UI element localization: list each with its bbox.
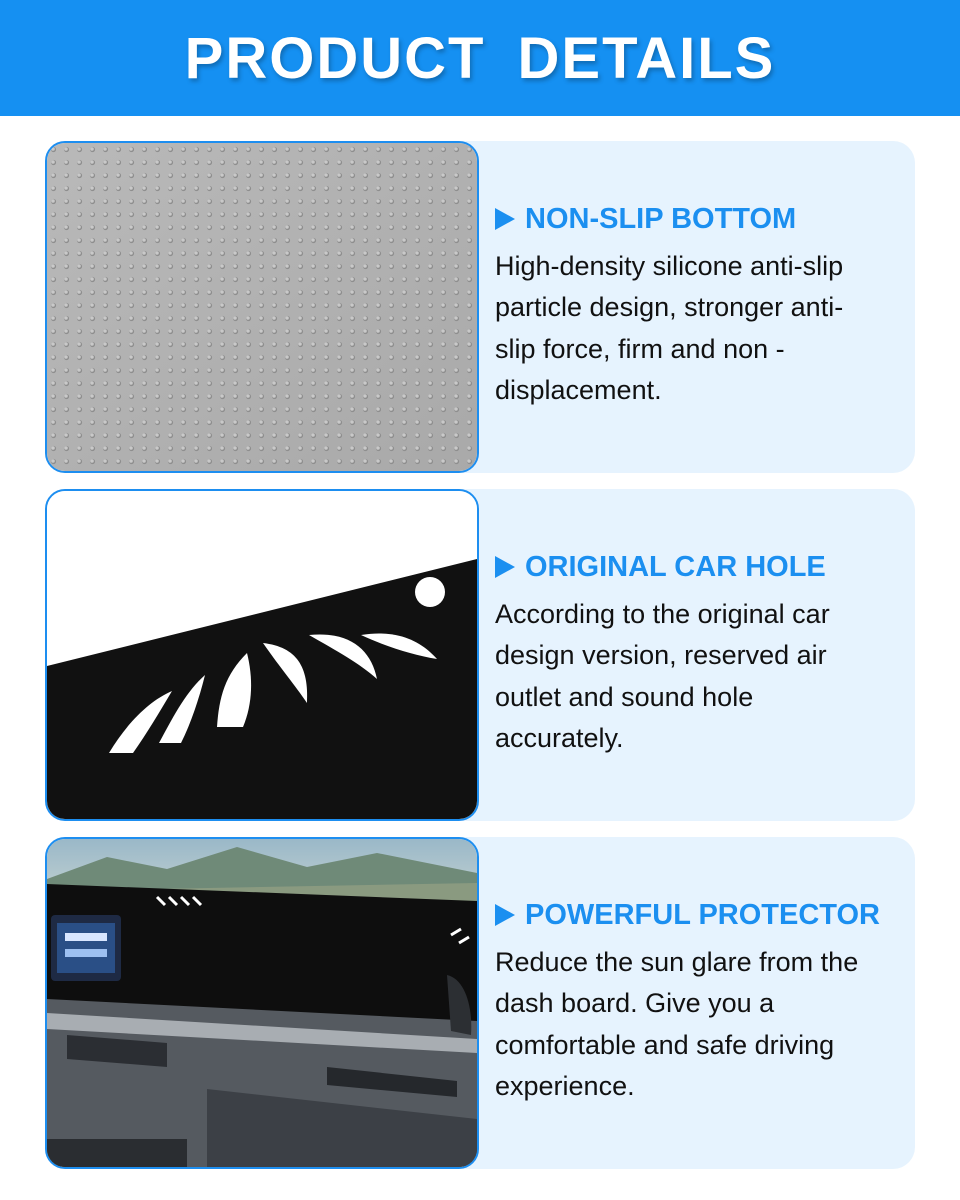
feature-description: According to the original car design version, reserved air outlet and sound hole accurately. (495, 598, 830, 753)
triangle-right-icon (495, 904, 515, 926)
feature-description: High-density silicone anti-slip particle design, stronger anti-slip force, firm and non -displacement. (495, 250, 844, 405)
feature-title (495, 551, 915, 584)
feature-text (495, 141, 915, 473)
triangle-right-icon (495, 208, 515, 230)
feature-text (495, 837, 915, 1169)
powerful-protector-image (45, 837, 479, 1169)
original-car-hole-image (45, 489, 479, 821)
feature-title-label: ORIGINAL CAR HOLE (525, 550, 826, 583)
page-title: PRODUCT DETAILS (184, 25, 776, 91)
header-banner (0, 0, 960, 116)
triangle-right-icon (495, 556, 515, 578)
feature-title-label: NON-SLIP BOTTOM (525, 202, 797, 235)
feature-title (495, 899, 915, 932)
feature-title-label: POWERFUL PROTECTOR (525, 898, 880, 931)
feature-description: Reduce the sun glare from the dash board. Give you a comfortable and safe driving experience. (495, 946, 859, 1101)
feature-card-car-hole (45, 489, 915, 821)
feature-text (495, 489, 915, 821)
feature-card-protector (45, 837, 915, 1169)
non-slip-bottom-image (45, 141, 479, 473)
feature-title (495, 203, 915, 236)
feature-card-non-slip (45, 141, 915, 473)
